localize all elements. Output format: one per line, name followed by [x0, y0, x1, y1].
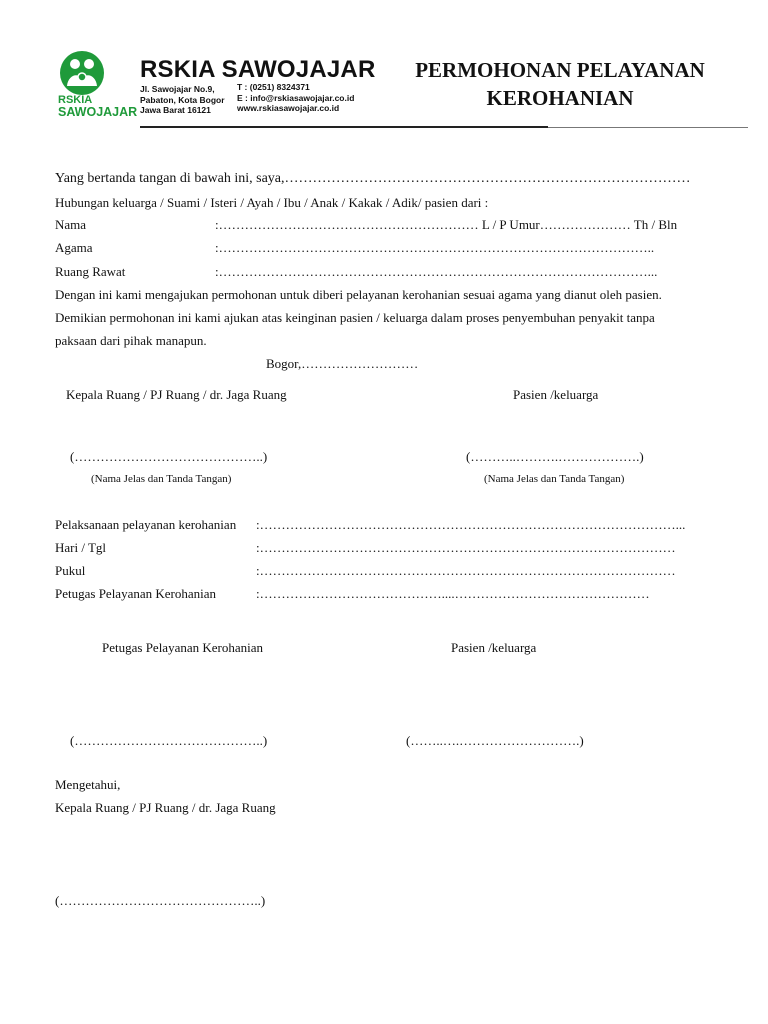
title-line2: KEROHANIAN: [486, 86, 634, 110]
petugas-field[interactable]: :……………………………………....………………………………………: [256, 586, 650, 601]
acknowledge-role: Kepala Ruang / PJ Ruang / dr. Jaga Ruang: [55, 800, 276, 815]
pelaksanaan-label: Pelaksanaan pelayanan kerohanian: [55, 517, 237, 532]
hospital-name: RSKIA SAWOJAJAR: [140, 56, 376, 83]
sig1-right-caption: (Nama Jelas dan Tanda Tangan): [484, 473, 625, 485]
sig2-right-role: Pasien /keluarga: [451, 640, 537, 655]
place-date[interactable]: Bogor,………………………: [266, 356, 419, 371]
logo-line2: SAWOJAJAR: [58, 105, 138, 119]
contact-email: E : info@rskiasawojajar.co.id: [237, 92, 355, 103]
sig2-left-role: Petugas Pelayanan Kerohanian: [102, 640, 264, 655]
pukul-field[interactable]: :……………………………………………………………………………………: [256, 563, 676, 578]
agama-label: Agama: [55, 240, 93, 255]
header-divider-thin: [548, 127, 748, 128]
hari-tgl-label: Hari / Tgl: [55, 540, 107, 555]
address-line2: Pabaton, Kota Bogor: [140, 94, 225, 105]
ruang-rawat-field[interactable]: :………………………………………………………………………………………...: [215, 264, 658, 279]
closing-paragraph-line2: paksaan dari pihak manapun.: [55, 333, 207, 348]
sig1-right-role: Pasien /keluarga: [513, 387, 599, 402]
sig1-left-caption: (Nama Jelas dan Tanda Tangan): [91, 473, 232, 485]
pukul-label: Pukul: [55, 563, 86, 578]
contact-website: www.rskiasawojajar.co.id: [237, 103, 340, 113]
sig1-left-line[interactable]: (……………………………………..): [70, 449, 268, 464]
hospital-address: [140, 84, 225, 116]
intro-line: Yang bertanda tangan di bawah ini, saya,……………………………………………………………………………: [55, 171, 691, 186]
request-paragraph: Dengan ini kami mengajukan permohonan untuk diberi pelayanan kerohanian sesuai agama yang dianut oleh pasien.: [55, 287, 662, 302]
address-line1: Jl. Sawojajar No.9,: [140, 84, 215, 94]
document-title: [390, 56, 730, 112]
agama-field[interactable]: :………………………………………………………………………………………..: [215, 240, 655, 255]
acknowledge-label: Mengetahui,: [55, 777, 121, 792]
header-divider: [140, 126, 548, 128]
nama-field[interactable]: :…………………………………………………… L / P Umur………………… Th / Bln: [215, 217, 678, 232]
sig2-left-line[interactable]: (……………………………………..): [70, 733, 268, 748]
logo-line1: RSKIA: [58, 94, 93, 106]
ruang-rawat-label: Ruang Rawat: [55, 264, 126, 279]
relation-line: Hubungan keluarga / Suami / Isteri / Ayah / Ibu / Anak / Kakak / Adik/ pasien dari :: [55, 195, 489, 210]
sig2-right-line[interactable]: (……..….……………………….): [406, 733, 584, 748]
hari-tgl-field[interactable]: :……………………………………………………………………………………: [256, 540, 676, 555]
sig1-left-role: Kepala Ruang / PJ Ruang / dr. Jaga Ruang: [66, 387, 287, 402]
acknowledge-signature-line[interactable]: (………………………………………..): [55, 893, 266, 908]
logo-text: [58, 94, 137, 118]
hospital-contact: [237, 82, 354, 114]
closing-paragraph-line1: Demikian permohonan ini kami ajukan atas keinginan pasien / keluarga dalam proses penyembuhan penyakit tanpa: [55, 310, 655, 325]
address-line3: Jawa Barat 16121: [140, 105, 211, 115]
contact-phone: T : (0251) 8324371: [237, 82, 310, 92]
pelaksanaan-field[interactable]: :……………………………………………………………………………………...: [256, 517, 686, 532]
title-line1: PERMOHONAN PELAYANAN: [415, 58, 705, 82]
nama-label: Nama: [55, 217, 87, 232]
hospital-logo-icon: [58, 50, 106, 96]
sig1-right-line[interactable]: (………..……….……………….): [466, 449, 644, 464]
petugas-label: Petugas Pelayanan Kerohanian: [55, 586, 217, 601]
